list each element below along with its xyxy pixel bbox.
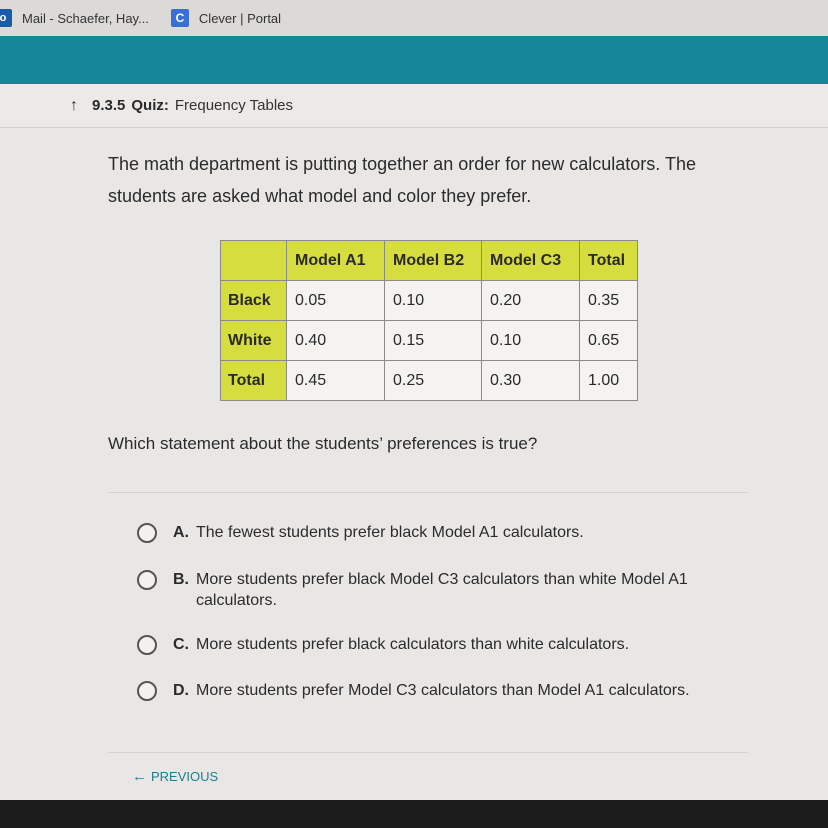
table-cell: 0.10: [482, 321, 580, 361]
row-header: White: [221, 321, 287, 361]
table-cell: 0.15: [385, 321, 482, 361]
radio-button[interactable]: [137, 681, 157, 701]
bookmark-clever-label: Clever | Portal: [198, 10, 282, 26]
table-cell: 0.10: [385, 281, 482, 321]
option-letter: C.: [173, 636, 189, 653]
outlook-icon: o: [0, 9, 12, 27]
quiz-title: Frequency Tables: [174, 97, 293, 114]
table-cell: 0.35: [580, 281, 638, 321]
table-cell: 0.05: [287, 281, 385, 321]
option-text: More students prefer black Model C3 calculators than white Model A1 calculators.: [196, 571, 688, 609]
option-text: More students prefer Model C3 calculators than Model A1 calculators.: [196, 682, 690, 699]
quiz-label: Quiz:: [131, 97, 169, 114]
radio-button[interactable]: [137, 635, 157, 655]
option-letter: B.: [173, 571, 189, 588]
arrow-left-icon: ←: [132, 768, 147, 785]
frequency-table: [220, 240, 638, 401]
option-c[interactable]: [137, 634, 736, 655]
table-corner: [221, 241, 287, 281]
table-cell: 0.40: [287, 321, 385, 361]
bookmark-mail[interactable]: [0, 9, 149, 27]
bottom-bezel: [0, 800, 828, 828]
table-cell: 0.25: [385, 361, 482, 401]
footer-divider: [108, 752, 748, 753]
bookmarks-bar: [0, 0, 828, 36]
column-header: Model C3: [482, 241, 580, 281]
table-cell: 0.30: [482, 361, 580, 401]
clever-icon: C: [171, 9, 189, 27]
bookmark-clever[interactable]: [171, 9, 281, 27]
row-header: Total: [221, 361, 287, 401]
table-cell: 0.65: [580, 321, 638, 361]
table-cell: 0.45: [287, 361, 385, 401]
row-header: Black: [221, 281, 287, 321]
option-text: The fewest students prefer black Model A1 calculators.: [196, 524, 584, 541]
radio-button[interactable]: [137, 523, 157, 543]
table-cell: 1.00: [580, 361, 638, 401]
previous-label: PREVIOUS: [151, 769, 219, 784]
table-row: [221, 321, 638, 361]
table-header-row: [221, 241, 638, 281]
radio-button[interactable]: [137, 570, 157, 590]
option-letter: D.: [173, 682, 189, 699]
table-row: [221, 361, 638, 401]
previous-button[interactable]: [132, 768, 218, 785]
top-banner: [0, 36, 828, 84]
option-text: More students prefer black calculators than white calculators.: [196, 636, 630, 653]
prompt-text: Which statement about the students’ preferences is true?: [108, 434, 538, 453]
divider: [108, 492, 748, 493]
up-arrow-icon[interactable]: ↑: [70, 96, 78, 114]
quiz-header: [0, 84, 828, 128]
table-row: [221, 281, 638, 321]
column-header: Total: [580, 241, 638, 281]
bookmark-mail-label: Mail - Schaefer, Hay...: [22, 10, 149, 26]
question-text: The math department is putting together an order for new calculators. The students are asked what model and color they prefer.: [108, 154, 696, 206]
option-d[interactable]: [137, 680, 696, 701]
column-header: Model B2: [385, 241, 482, 281]
table-cell: 0.20: [482, 281, 580, 321]
column-header: Model A1: [287, 241, 385, 281]
option-b[interactable]: [137, 569, 696, 611]
quiz-id: 9.3.5: [92, 97, 126, 114]
option-letter: A.: [173, 524, 189, 541]
option-a[interactable]: [137, 522, 696, 543]
